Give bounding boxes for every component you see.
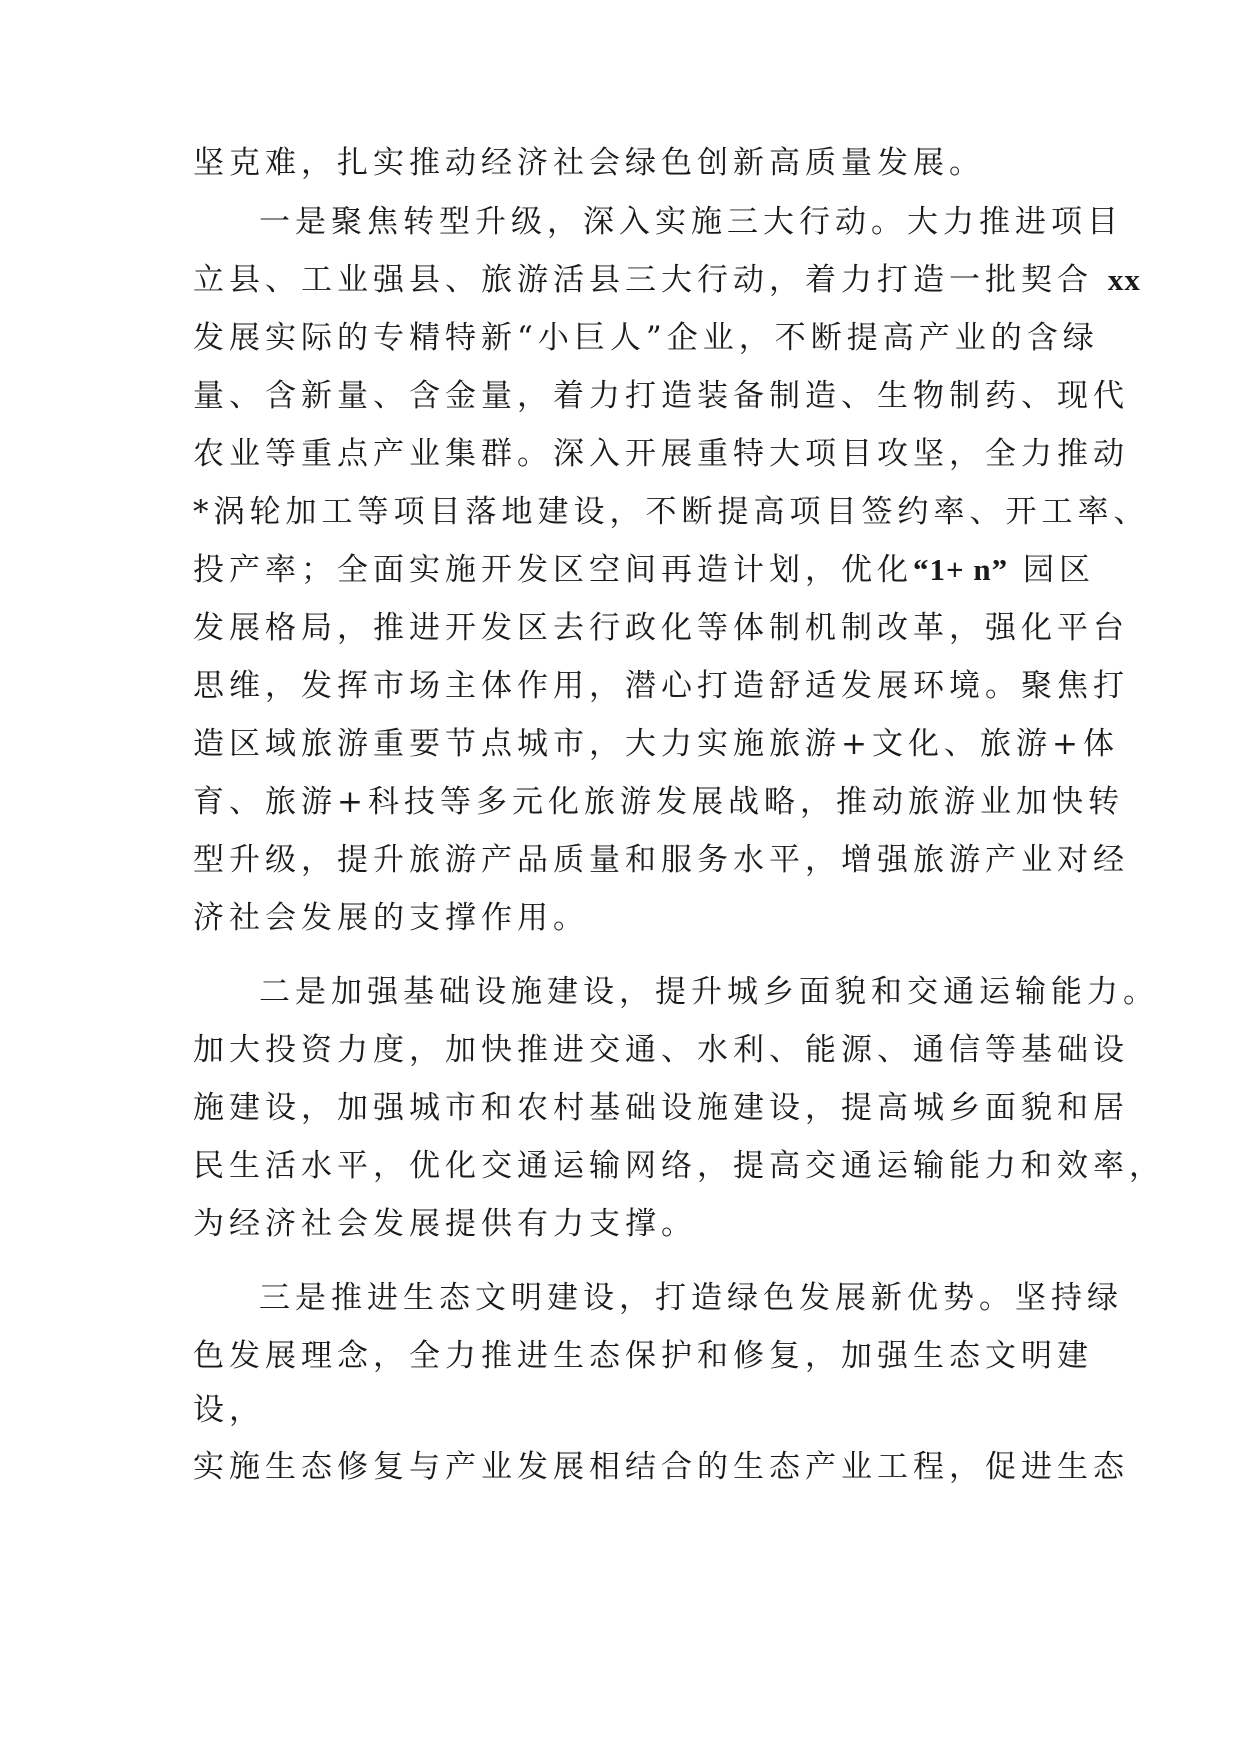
- text-run: 园区: [1008, 552, 1096, 588]
- text-line: 发展实际的专精特新“小巨人”企业，不断提高产业的含绿: [193, 320, 1099, 356]
- text-line: 民生活水平，优化交通运输网络，提高交通运输能力和效率，: [193, 1148, 1165, 1184]
- text-line: 育、旅游+科技等多元化旅游发展战略，推动旅游业加快转: [193, 784, 1124, 820]
- text-line: 实施生态修复与产业发展相结合的生态产业工程，促进生态: [193, 1449, 1129, 1485]
- text-line: *涡轮加工等项目落地建设，不断提高项目签约率、开工率、: [193, 494, 1150, 530]
- text-line: 设，: [193, 1392, 265, 1428]
- text-line: [193, 260, 1141, 300]
- text-line: 量、含新量、含金量，着力打造装备制造、生物制药、现代: [193, 378, 1129, 414]
- text-line: 色发展理念，全力推进生态保护和修复，加强生态文明建: [193, 1338, 1093, 1374]
- text-run: 投产率；全面实施开发区空间再造计划，优化: [193, 552, 913, 588]
- text-line: 型升级，提升旅游产品质量和服务水平，增强旅游产业对经: [193, 842, 1129, 878]
- paragraph-1-start: 一是聚焦转型升级，深入实施三大行动。大力推进项目: [259, 204, 1123, 240]
- placeholder-xx: xx: [1107, 262, 1141, 297]
- text-line: 造区域旅游重要节点城市，大力实施旅游+文化、旅游+体: [193, 726, 1119, 762]
- text-line: [193, 550, 1095, 590]
- text-line: 发展格局，推进开发区去行政化等体制机制改革，强化平台: [193, 610, 1129, 646]
- text-line: 坚克难，扎实推动经济社会绿色创新高质量发展。: [193, 145, 985, 181]
- text-line: 济社会发展的支撑作用。: [193, 900, 589, 936]
- park-layout-term: “1+ n”: [913, 552, 1009, 587]
- text-line: 加大投资力度，加快推进交通、水利、能源、通信等基础设: [193, 1032, 1129, 1068]
- text-line: 农业等重点产业集群。深入开展重特大项目攻坚，全力推动: [193, 436, 1129, 472]
- paragraph-3-start: 三是推进生态文明建设，打造绿色发展新优势。坚持绿: [259, 1280, 1123, 1316]
- paragraph-2-start: 二是加强基础设施建设，提升城乡面貌和交通运输能力。: [259, 974, 1159, 1010]
- text-line: 施建设，加强城市和农村基础设施建设，提高城乡面貌和居: [193, 1090, 1129, 1126]
- text-line: 思维，发挥市场主体作用，潜心打造舒适发展环境。聚焦打: [193, 668, 1129, 704]
- text-run: 立县、工业强县、旅游活县三大行动，着力打造一批契合: [193, 262, 1108, 298]
- text-line: 为经济社会发展提供有力支撑。: [193, 1206, 697, 1242]
